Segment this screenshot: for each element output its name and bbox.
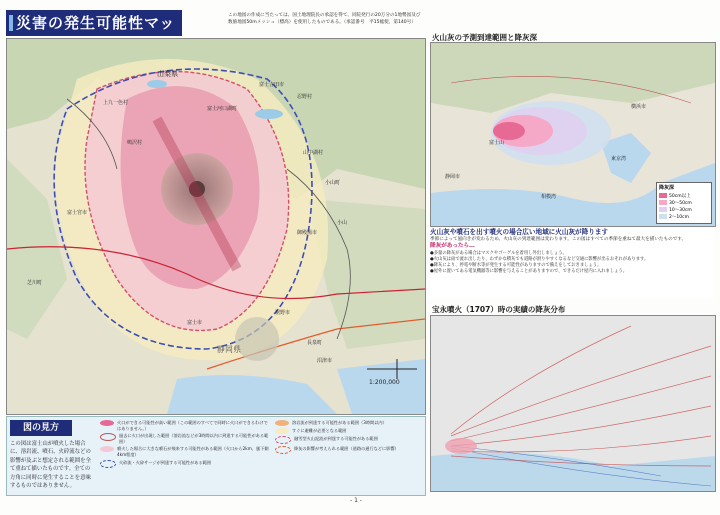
ash-legend-row [657,192,711,199]
map-label: 芝川町 [27,280,43,286]
legend-swatch [100,460,116,468]
swatch [659,207,667,212]
info-subheading: 降灰があったら… [430,243,475,250]
swatch [659,200,667,205]
swatch [659,193,667,198]
legend-item-label: 溶岩流が到達する可能性がある範囲（3時間以内） [292,420,387,425]
scale-label: 1:200,000 [369,379,400,386]
legend-item-label: 火砕流・火砕サージが到達する可能性がある範囲 [119,459,212,465]
legend-item-label: 噴火した場合に大きな噴石が飛来する可能性がある範囲（火口から2km、風下側4km程度） [117,446,269,457]
legend-item-label: 過去に火口が出現した範囲（溶岩流などが3時間以内に到達する可能性がある範囲） [119,433,269,444]
hoei-map[interactable] [430,315,716,492]
legend-swatch [275,420,289,426]
legend-swatch [275,446,291,454]
legend-body: この図は富士山が噴火した場合に、溶岩流、噴石、火砕流などの影響が及ぶと想定される範囲を全て重ねて描いたものです。全ての方角に同時に発生することを意味するものではありません。 [10,441,91,490]
map-label: 忍野村 [297,94,313,100]
legend-swatch [275,436,291,444]
map-label: 富士宮市 [67,210,88,216]
legend-item [275,428,420,434]
legend-item-label: 降灰の影響が考えられる範囲（道路の通行などに影響） [294,446,399,451]
legend-items-left [100,420,270,470]
info-heading: 火山灰や噴石を出す噴火の場合広い地域に火山灰が降ります [430,228,609,236]
legend-swatch [275,428,289,434]
info-bullet: ●屋外に置いてある電気機器等に影響を与えることがありますので、できるだけ屋内に入れましょう。 [430,268,628,274]
info-intro: 季節によって風向きが変わるため、火山灰の到達範囲は変わります。この図はすべての季節を重ねて最大を描いたものです。 [430,237,687,242]
map-label: 山中湖村 [303,150,324,156]
ash-info [430,228,714,298]
info-bullet: ●火山灰は雨で流れ出したり、わずかな積灰でも道路が滑りやすくなるなど交通に影響が出るおそれがあります。 [430,256,649,262]
legend-item [100,460,270,468]
map-label: 富士河口湖町 [207,106,238,112]
legend-swatch [100,446,114,452]
page-number: - 1 - [350,497,362,504]
legend-item-label: 火口ができる可能性が高い範囲（この範囲のすべてで同時に火口ができるわけではありません。） [117,420,268,431]
legend-items-right [275,420,420,456]
ash-label: 静岡市 [445,174,461,180]
ash-label: 横浜市 [631,104,647,110]
ash-legend [656,182,712,224]
ash-legend-row [657,206,711,213]
legend-swatch [100,420,114,426]
map-label: 長泉町 [307,340,323,346]
info-bullet: ●多量の降灰がある場合はマスクやゴーグルを着用し外出しましょう。 [430,250,567,256]
ash-legend-label: 50cm以上 [669,193,691,199]
legend-heading: 図の見方 [10,420,72,436]
legend-item [275,420,420,426]
map-label: 小山町 [325,180,341,186]
map-label: 山梨県 [157,70,178,78]
ash-panel-title: 火山灰の予測到達範囲と降灰深 [432,33,537,42]
swatch [659,214,667,219]
ash-label: 相模湾 [541,194,557,200]
ash-legend-row [657,213,711,220]
page-title: 災害の発生可能性マッ [6,10,182,36]
hazard-map-svg [7,39,425,414]
ash-legend-row [657,199,711,206]
legend-item-label: 融雪型火山泥流が到達する可能性がある範囲 [294,436,378,441]
ash-label: 東京湾 [611,156,627,162]
map-label: 鳴沢村 [127,140,143,146]
info-bullet: ●降灰により、停電や断水等が発生する可能性がありますので備えをしておきましょう。 [430,262,602,268]
map-label: 上九一色村 [103,100,129,106]
map-label: 静岡県 [217,345,241,354]
map-label: 裾野市 [275,310,291,316]
map-label: 富士吉田市 [259,82,285,88]
map-label: 富士市 [187,320,203,326]
ash-legend-label: 2〜10cm [669,214,689,220]
ash-label: 富士山 [489,140,505,146]
map-label: 沼津市 [317,358,333,364]
map-label: 小山 [337,220,348,226]
ash-legend-label: 30〜50cm [669,200,692,206]
legend-item [275,436,420,444]
legend-item [100,446,270,457]
hoei-map-svg [431,316,715,491]
ash-legend-label: 10〜30cm [669,207,692,213]
legend-item [100,433,270,444]
legend-item [100,420,270,431]
legend-item [275,446,420,454]
hazard-map[interactable] [6,38,426,415]
ash-legend-title: 降灰深 [659,185,675,191]
map-label: 御殿場市 [297,230,318,236]
legend-item-label: すぐに避難が必要となる範囲 [292,428,347,433]
header-note: この地図の作成に当たっては、国土地理院長の承認を得て、同院発行の20万分の1地勢図及び数値地図50mメッシュ（標高）を使用したものである。（承認番号 平15総使、第140号） [228,13,421,25]
hoei-panel-title: 宝永噴火（1707）時の実績の降灰分布 [432,305,566,314]
legend-swatch [100,433,116,441]
